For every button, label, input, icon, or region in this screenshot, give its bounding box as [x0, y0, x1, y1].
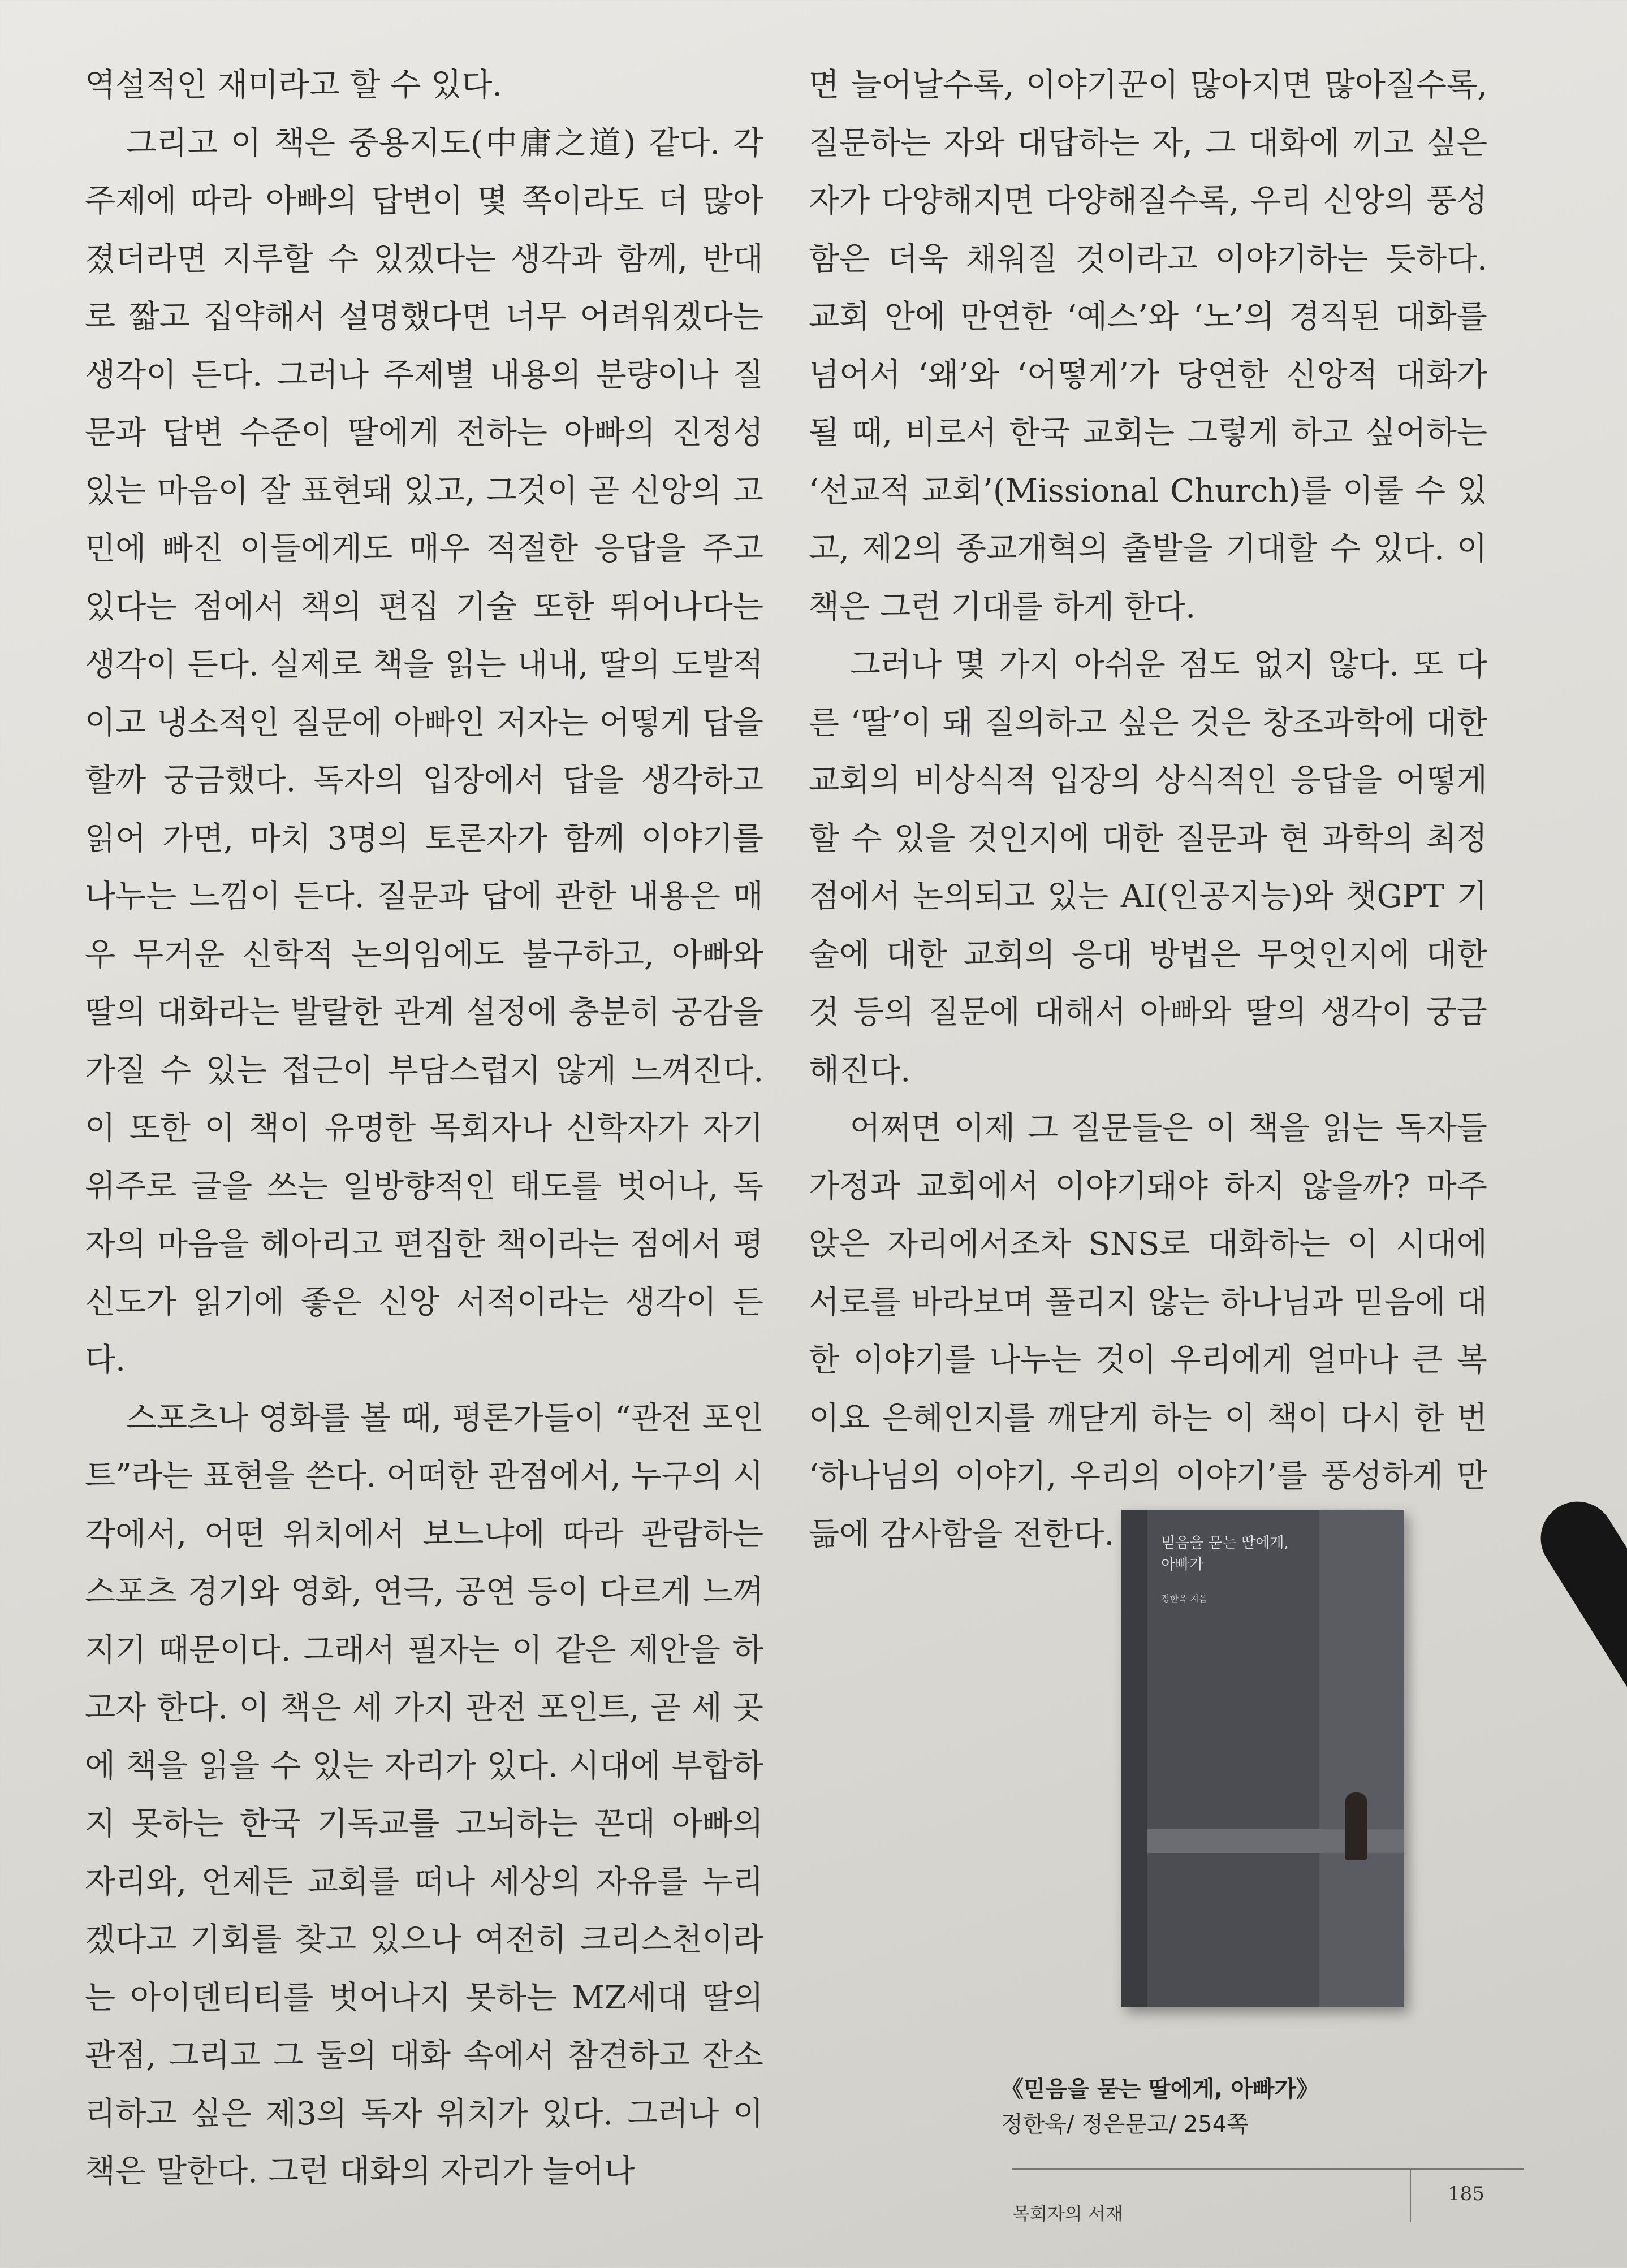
- cover-title: 믿음을 묻는 딸에게, 아빠가: [1161, 1535, 1289, 1573]
- footer-section-title: 목회자의 서재: [1012, 2203, 1123, 2224]
- book-cover-image: [1121, 1510, 1404, 2007]
- paragraph-balance: 그리고 이 책은 중용지도(中庸之道) 같다. 각 주제에 따라 아빠의 답변이 몇 쪽이라도 더 많아졌더라면 지루할 수 있겠다는 생각과 함께, 반대로 짧고 집약해서 설명했다면 너무 어려워겠다는 생각이 든다. 그러나 주제별 내용의 분량이나 질문과 답변 수준이 딸에게 전하는 아빠의 진정성 있는 마음이 잘 표현돼 있고, 그것이 곧 신앙의 고민에 빠진 이들에게도 매우 적절한 응답을 주고 있다는 점에서 책의 편집 기술 또한 뛰어나다는 생각이 든다. 실제로 책을 읽는 내내, 딸의 도발적이고 냉소적인 질문에 아빠인 저자는 어떻게 답을 할까 궁금했다. 독자의 입장에서 답을 생각하고 읽어 가면, 마치 3명의 토론자가 함께 이야기를 나누는 느낌이 든다. 질문과 답에 관한 내용은 매우 무거운 신학적 논의임에도 불구하고, 아빠와 딸의 대화라는 발랄한 관계 설정에 충분히 공감을 가질 수 있는 접근이 부담스럽지 않게 느껴진다. 이 또한 이 책이 유명한 목회자나 신학자가 자기 위주로 글을 쓰는 일방향적인 태도를 벗어나, 독자의 마음을 헤아리고 편집한 책이라는 점에서 평신도가 읽기에 좋은 신앙 서적이라는 생각이 든다.: [85, 124, 763, 1379]
- left-column: [85, 57, 763, 2201]
- page-number: 185: [1448, 2183, 1484, 2205]
- right-column: [809, 57, 1487, 1563]
- paragraph-continued-right: 면 늘어날수록, 이야기꾼이 많아지면 많아질수록, 질문하는 자와 대답하는 자, 그 대화에 끼고 싶은 자가 다양해지면 다양해질수록, 우리 신앙의 풍성함은 더욱 채워질 것이라고 이야기하는 듯하다. 교회 안에 만연한 ‘예스’와 ‘노’의 경직된 대화를 넘어서 ‘왜’와 ‘어떻게’가 당연한 신앙적 대화가 될 때, 비로서 한국 교회는 그렇게 하고 싶어하는 ‘선교적 교회’(Missional Church)를 이룰 수 있고, 제2의 종교개혁의 출발을 기대할 수 있다. 이 책은 그런 기대를 하게 한다.: [809, 67, 1487, 625]
- pen-object: [1527, 1488, 1627, 1863]
- book-caption: [1001, 2072, 1319, 2142]
- paragraph-viewpoints: 스포츠나 영화를 볼 때, 평론가들이 “관전 포인트”라는 표현을 쓴다. 어떠한 관점에서, 누구의 시각에서, 어떤 위치에서 보느냐에 따라 관람하는 스포츠 경기와 영화, 연극, 공연 등이 다르게 느껴지기 때문이다. 그래서 필자는 이 같은 제안을 하고자 한다. 이 책은 세 가지 관전 포인트, 곧 세 곳에 책을 읽을 수 있는 자리가 있다. 시대에 부합하지 못하는 한국 기독교를 고뇌하는 꼰대 아빠의 자리와, 언제든 교회를 떠나 세상의 자유를 누리겠다고 기회를 찾고 있으나 여전히 크리스천이라는 아이덴티티를 벗어나지 못하는 MZ세대 딸의 관점, 그리고 그 둘의 대화 속에서 참견하고 잔소리하고 싶은 제3의 독자 위치가 있다. 그러나 이 책은 말한다. 그런 대화의 자리가 늘어나: [85, 1399, 763, 2190]
- paragraph-shortcomings: 그러나 몇 가지 아쉬운 점도 없지 않다. 또 다른 ‘딸’이 돼 질의하고 싶은 것은 창조과학에 대한 교회의 비상식적 입장의 상식적인 응답을 어떻게 할 수 있을 것인지에 대한 질문과 현 과학의 최정점에서 논의되고 있는 AI(인공지능)와 챗GPT 기술에 대한 교회의 응대 방법은 무엇인지에 대한 것 등의 질문에 대해서 아빠와 딸의 생각이 궁금해진다.: [809, 646, 1487, 1089]
- caption-info: 정한욱/ 정은문고/ 254쪽: [1001, 2111, 1249, 2137]
- footer-divider: [1410, 2168, 1411, 2222]
- girl-figure-illustration: [1345, 1792, 1367, 1860]
- paragraph-continued: 역설적인 재미라고 할 수 있다.: [85, 67, 503, 103]
- footer-rule: [1012, 2168, 1524, 2170]
- cover-author: 정한욱 지음: [1161, 1593, 1208, 1604]
- paragraph-conclusion: 어쩌면 이제 그 질문들은 이 책을 읽는 독자들 가정과 교회에서 이야기돼야 하지 않을까? 마주 앉은 자리에서조차 SNS로 대화하는 이 시대에 서로를 바라보며 풀리지 않는 하나님과 믿음에 대한 이야기를 나누는 것이 우리에게 얼마나 큰 복이요 은혜인지를 깨닫게 하는 이 책이 다시 한 번 ‘하나님의 이야기, 우리의 이야기’를 풍성하게 만듦에 감사함을 전한다.: [809, 1110, 1487, 1553]
- book-spine: [1121, 1510, 1147, 2007]
- cover-strip: [1319, 1510, 1404, 2007]
- caption-title: 《믿음을 묻는 딸에게, 아빠가》: [1001, 2076, 1319, 2102]
